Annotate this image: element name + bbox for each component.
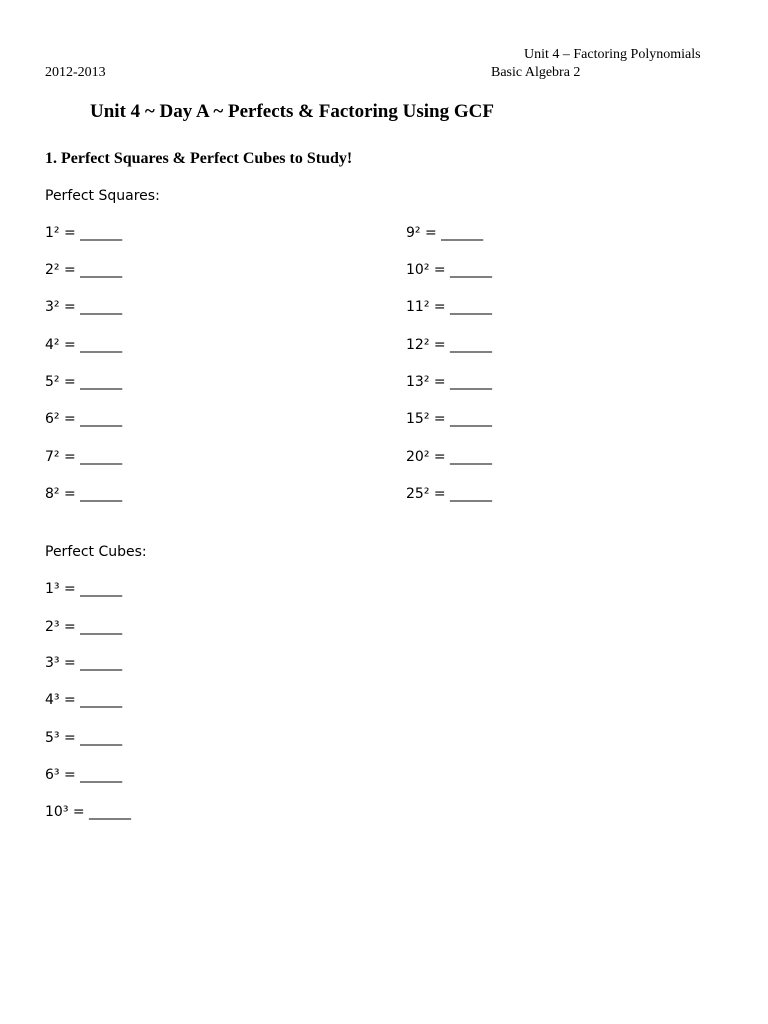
cube-item: 4³ = ______	[45, 692, 123, 708]
square-item: 1² = ______	[45, 225, 123, 241]
square-item: 12² = ______	[406, 337, 493, 353]
square-item: 10² = ______	[406, 262, 493, 278]
square-item: 4² = ______	[45, 337, 123, 353]
square-item: 5² = ______	[45, 374, 123, 390]
cube-item: 5³ = ______	[45, 730, 123, 746]
cube-item: 2³ = ______	[45, 619, 123, 635]
square-item: 8² = ______	[45, 486, 123, 502]
square-item: 9² = ______	[406, 225, 484, 241]
cube-item: 3³ = ______	[45, 655, 123, 671]
page-title: Unit 4 ~ Day A ~ Perfects & Factoring Using GCF	[90, 101, 494, 122]
square-item: 6² = ______	[45, 411, 123, 427]
school-year: 2012-2013	[45, 65, 106, 80]
perfect-squares-heading: Perfect Squares:	[45, 188, 160, 204]
section-heading: 1. Perfect Squares & Perfect Cubes to Study!	[45, 150, 353, 167]
cube-item: 6³ = ______	[45, 767, 123, 783]
square-item: 25² = ______	[406, 486, 493, 502]
unit-header-label: Unit 4 – Factoring Polynomials	[524, 47, 701, 62]
square-item: 11² = ______	[406, 299, 493, 315]
perfect-cubes-heading: Perfect Cubes:	[45, 544, 147, 560]
square-item: 20² = ______	[406, 449, 493, 465]
course-name: Basic Algebra 2	[491, 65, 581, 80]
square-item: 15² = ______	[406, 411, 493, 427]
cube-item: 1³ = ______	[45, 581, 123, 597]
square-item: 2² = ______	[45, 262, 123, 278]
square-item: 7² = ______	[45, 449, 123, 465]
square-item: 3² = ______	[45, 299, 123, 315]
square-item: 13² = ______	[406, 374, 493, 390]
cube-item: 10³ = ______	[45, 804, 132, 820]
